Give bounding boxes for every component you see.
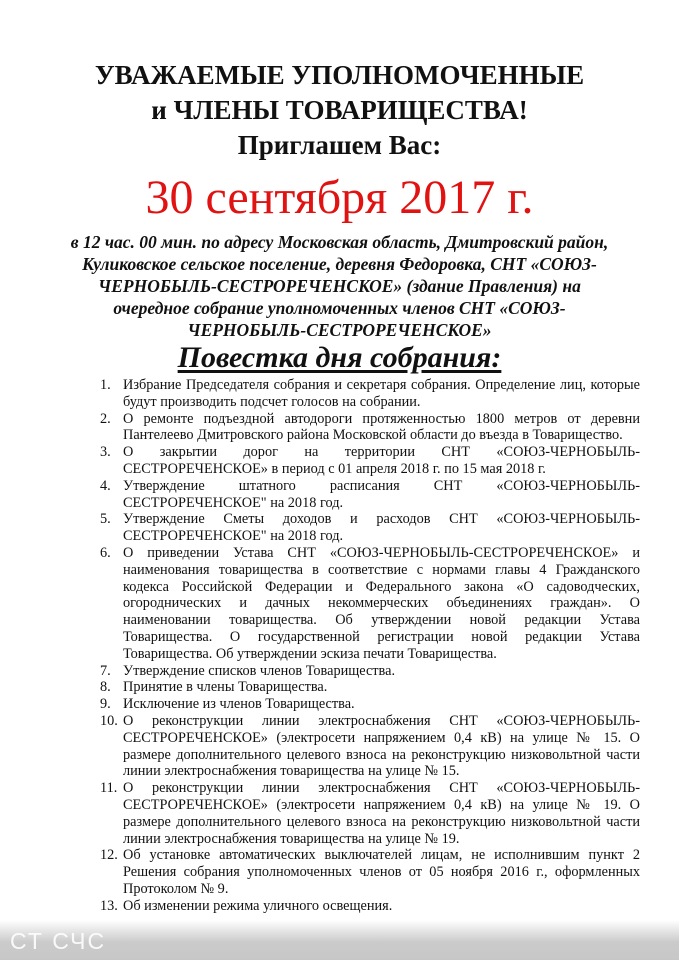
agenda-list — [100, 377, 640, 915]
greeting-line-3: Приглашем Вас: — [237, 130, 442, 160]
watermark-text: СТ СЧС — [10, 928, 107, 954]
agenda-item: О закрытии дорог на территории СНТ «СОЮЗ-ЧЕРНОБЫЛЬ-СЕСТРОРЕЧЕНСКОЕ» в период с 01 апреля 2018 г. по 15 мая 2018 г. — [123, 444, 640, 477]
agenda-item: Избрание Председателя собрания и секретаря собрания. Определение лиц, которые будут производить подсчет голосов на собрании. — [123, 377, 640, 410]
meeting-address: в 12 час. 00 мин. по адресу Московская область, Дмитровский район, Куликовское сельское поселение, деревня Федоровка, СНТ «СОЮЗ-ЧЕРНОБЫЛЬ-СЕСТРОРЕЧЕНСКОЕ» (здание Правления) на очередное собрание уполномоченных членов СНТ «СОЮЗ-ЧЕРНОБЫЛЬ-СЕСТРОРЕЧЕНСКОЕ» — [70, 232, 609, 340]
agenda-item: О ремонте подъездной автодороги протяженностью 1800 метров от деревни Пантелеево Дмитровского района Московской области до въезда в Товарищество. — [123, 410, 640, 444]
agenda-item: О приведении Устава СНТ «СОЮЗ-ЧЕРНОБЫЛЬ-СЕСТРОРЕЧЕНСКОЕ» и наименования товарищества в соответствие с нормами главы 4 Гражданского кодекса Российской Федерации и Федерального закона «О садоводческих, огороднических и дачных некоммерческих объединениях граждан». О наименовании товарищества. Об утверждении новой редакции Устава Товарищества. О государственной регистрации новой редакции Устава Товарищества. Об утверждении эскиза печати Товарищества. — [123, 544, 640, 662]
agenda-item: Утверждение списков членов Товарищества. — [123, 662, 396, 679]
greeting-line-1: УВАЖАЕМЫЕ УПОЛНОМОЧЕННЫЕ — [94, 60, 585, 90]
greeting-line-2: и ЧЛЕНЫ ТОВАРИЩЕСТВА! — [151, 95, 528, 125]
agenda-item: О реконструкции линии электроснабжения СНТ «СОЮЗ-ЧЕРНОБЫЛЬ-СЕСТРОРЕЧЕНСКОЕ» (электросети напряжением 0,4 кВ) на улице № 15. О размере дополнительного целевого взноса на реконструкцию низковольтной части линии электроснабжения товарищества на улице № 15. — [123, 712, 640, 780]
agenda-item: Исключение из членов Товарищества. — [123, 696, 355, 713]
footer-watermark-bar — [0, 920, 679, 960]
agenda-item: Об установке автоматических выключателей лицам, не исполнившим пункт 2 Решения собрания уполномоченных членов от 05 ноября 2016 г., оформленных Протоколом № 9. — [123, 847, 640, 897]
agenda-item: Об изменении режима уличного освещения. — [123, 897, 393, 914]
agenda-item: О реконструкции линии электроснабжения СНТ «СОЮЗ-ЧЕРНОБЫЛЬ-СЕСТРОРЕЧЕНСКОЕ» (электросети напряжением 0,4 кВ) на улице № 19. О размере дополнительного целевого взноса на реконструкцию низковольтной части линии электроснабжения товарищества на улице № 19. — [123, 780, 640, 847]
agenda-item: Утверждение Сметы доходов и расходов СНТ «СОЮЗ-ЧЕРНОБЫЛЬ-СЕСТРОРЕЧЕНСКОЕ" на 2018 год. — [123, 511, 640, 545]
agenda-title: Повестка дня собрания: — [177, 341, 502, 374]
agenda-item: Утверждение штатного расписания СНТ «СОЮЗ-ЧЕРНОБЫЛЬ-СЕСТРОРЕЧЕНСКОЕ" на 2018 год. — [123, 477, 640, 511]
greeting-block — [20, 58, 659, 163]
agenda-item: Принятие в члены Товарищества. — [123, 679, 328, 696]
meeting-date: 30 сентября 2017 г. — [145, 171, 534, 224]
